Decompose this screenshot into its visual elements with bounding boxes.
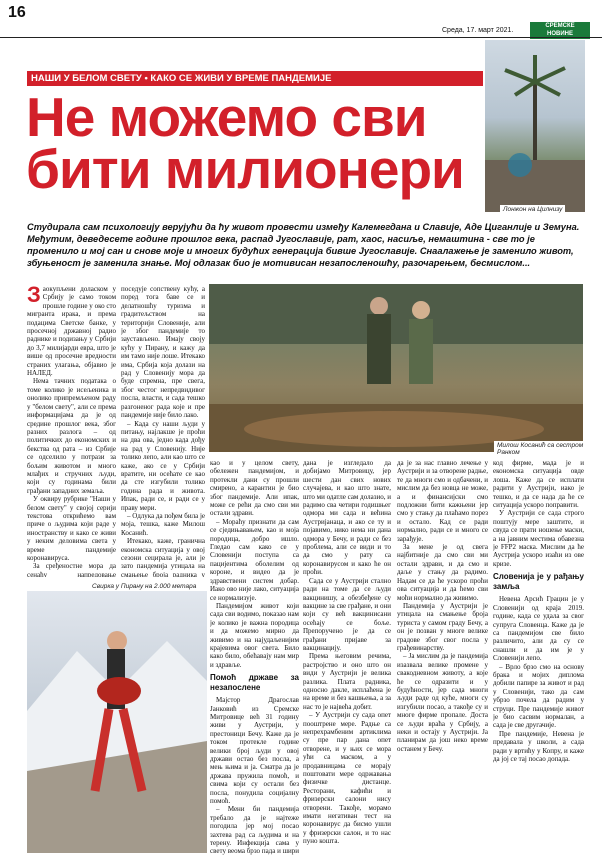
hunters-photo: [209, 284, 583, 452]
column-5-para-3: Пандемија у Аустрији је утицала на смањење броја туриста у самом граду Бечу, а он је позван у многе велике градове због свог посла у грађевинарству.: [397, 601, 488, 652]
headline: [26, 86, 486, 200]
column-6-para-2: У Аустрији се сада строго поштују мере заштите, и свуда се прати ношење маски, а на јавним местима обавезна је FFP2 маска. Мислим да ће Аустрија ускоро изаћи из ове кризе.: [493, 509, 584, 568]
column-3-para-2: – Мораћу признати да сам се сједињавањем, као и моја породица, добро ишло. Гледао сам како се у Словенији поступа са пацијентима оболелим од короне, и видео да је здравствени систем добар. Иако ово није лако, ситуација се нормализује.: [210, 517, 299, 602]
top-photo-caption: Лонжон на Цилнизу: [500, 205, 565, 214]
headline-line2: бити милионери: [26, 138, 464, 200]
column-4-para-2: Сада се у Аустрији стално ради на томе да се људи вакцинишу, а обезбеђене су вакцине за све грађане, и они који су већ вакцинисани осећају се боље. Препоручено је да се грађани пријаве за вакцинацију.: [303, 576, 391, 652]
guitarist-illustration-icon: [27, 591, 207, 853]
hunters-illustration-icon: [209, 284, 583, 452]
guitar-photo-caption: Свирка у Пирану на 2.000 метара: [89, 582, 199, 591]
top-photo: [485, 40, 585, 212]
column-6-para-1: код фирме, мада је и економска ситуација овде лоша. Каже да се исплати радити у Аустрији, иако је тешко, и да се нада да ће се ситуација ускоро поправити.: [493, 459, 584, 510]
article-column-6: [493, 459, 584, 855]
header-rule: [0, 37, 602, 38]
headline-line1: Не можемо сви: [26, 86, 427, 148]
article-column-1: [27, 285, 116, 577]
palm-tree-icon: [485, 40, 585, 212]
column-6-para-3: Невена Арсић Грацин је у Словенији од краја 2019. године, када се удала за свог супруга Словенца. Каже да је са пандемијом све било различито, али да су се снашли и да им је у Словенији лепо.: [493, 595, 584, 663]
column-2-para-2: – Када су наши људи у питању, најлакше је проћи на два ова, једно када дођу на рад у Словенију. Није толико лепо, али као што се каже, ако се у Србији вратите, ни осећате се као да сте изгубили толико година рада и живота. Ипак, ради се, и ради се у праву мери.: [121, 419, 205, 512]
column-1-para-2: Нема тачних података о томе колико је исељеника и онолико припремљеном раду у "белом свету", али се према информацијама да је од средине прошлог века, због разних разлога – од политичких до економских и бекства од рата – из Србије се одселило у потрази за бољим животом и много млађих и стручних људи, који су годинама били грађани западних земаља.: [27, 377, 116, 495]
article-column-5: [397, 459, 488, 855]
article-column-2: [121, 285, 205, 577]
subheading-unemployment-aid: Помоћ државе за незапослене: [210, 673, 299, 693]
lead-paragraph: Студирала сам психологију верујући да ћу живот провести између Калемегдана и Славије, Аде Циганлије и Земуна. Међутим, деведесете године прошлог века, распад Југославије, рат, хаос, насиље, немаштина - све то је променило и мој сан и снове мoje и многих будућих генерација бивше Југославије. Снаалажење је заменило живот, збуњеност је заменила знање. Мој одлазак био је мотивисан незапосленошћу, разочарењем, бесмислом...: [27, 222, 580, 268]
column-3-para-4: Мајстор Драгослав Јанковић из Сремске Митровице већ 31 годину живи у Аустрији, у престоници Бечу. Каже да је током протекле године велики број људи у овој држави остао без посла, а мењ њима и ја. Сматра да је држава пружила помоћ, и свима који су остали без посла, понудила социјалну помоћ.: [210, 696, 299, 806]
dropcap-letter: З: [27, 285, 41, 307]
column-3-para-3: Пандемијом живот који сада сви водимо, показао нам је колико је важна породица и да можемо мирно да живимо и на најудаљенијим крајевима овог света. Било како било, обећавају нам мир и здравље.: [210, 601, 299, 669]
article-column-4: [303, 459, 391, 855]
page-number: 16: [8, 4, 26, 21]
column-6-para-4: – Врло брзо смо на основу брака и мојих диплома добили папире за живот и рад у Словенији, тако да сам убрзо почела да радим у струци. Пре пандемије живот је био сасвим нормалан, а сада је све другачије.: [493, 662, 584, 730]
column-5-para-2: За мене је од свега најбитније да смо сви ми остали здрави, и да смо и даље у стању да радимо. Надам се да ће ускоро проћи ова ситуација и да ћемо сви моћи нормално да живимо.: [397, 543, 488, 602]
column-3-para-1: као и у целом свету, обележен пандемијом, и протекли дани су прошли смирено, а карантин је био због пандемије. Али ипак, може се рећи да смо сви ми остали здрави.: [210, 459, 299, 518]
column-5-para-1: да је за нас главно лечење у Аустрији и за отворене радње, те да многи смо и одбачени, и мислим да без новца не може, а и финансијски смо подложни бити кажњени јер смо у стању да плаћамо порез и остало. Кад се ради нормално, ради се и много се зарађује.: [397, 459, 488, 543]
article-column-3: [210, 459, 299, 855]
column-5-para-4: – Ја мислим да је пандемија изазвала велике промене у свакодневном животу, а које ће се одразити и у будућности, јер сада многи људи раде од куће, многи су изгубили посао, а такође су и многе фирме пропале. Доста се људи враћа у Србију, а неки и остају у Аустрији. Ја планирам да још неко време останем у Бечу.: [397, 652, 488, 753]
column-3-para-5: – Мени би пандемија требало да је најтеже погодила јер мој посао захтева рад са људима и на терену. Инфекција сама у свету веома брзо пада и шири: [210, 805, 299, 855]
section-banner: НАШИ У БЕЛОМ СВЕТУ • КАКО СЕ ЖИВИ У ВРЕМЕ ПАНДЕМИЈЕ: [27, 71, 483, 86]
guitarist-photo: [27, 591, 207, 853]
column-4-para-3: Према његовим речима, растројство и оно што он види у Аустрији је велика разлика. Плата радника, односно дакле, исплаћена је на време и без кашњења, а за нас то је највећа добит.: [303, 652, 391, 711]
logo-line2: НОВИНЕ: [547, 31, 573, 37]
column-2-para-3: – Одлука да пођем била је моја, тешка, каже Милош Косанић.: [121, 511, 205, 537]
column-1-para-4: За сређеностне мора да сенаћу напредовање: [27, 562, 116, 577]
hunters-photo-caption: Милош Косанић са сестром Ранком: [494, 441, 602, 457]
column-1-para-1: аокупљени доласком у Србију је само током прошле године у око сто мигранта ирака, и према подацима Светске банке, у просечној државној радио раднике и подизању у Србији до 3,7 милијарди евра, што је више од просечне вредности страних улагања, објавио је НАЛЕД.: [27, 285, 116, 378]
column-4-para-1: дана је изгледало да добијамо Митровицу, јер шести дан свих нових случајева, и као што знате, што ми одатле сам долазио, и радимо сва четири годишњег одмора ми сада и већина Аустријанаца, и ако се ту и појавимо, нико нема ни дана одмора у Бечу, и ради се без проблема, али се види и то да смо у рату са коронавирусом и како ће он проћи.: [303, 459, 391, 577]
subheading-slovenia: Словенија је у рађању замља: [493, 572, 584, 592]
column-2-para-1: поседује сопствену кућу, а поред тога баве се и делатношћу туризма и градитељством на територији Словеније, али је због пандемије то заустављено. Имају своју кућу у Пирану, и кажу да им тамо није лоше. Итекако има, Србија која долази на рад у Словенију мора да буде спремна, пре свега, због честог непредвидивог посла, власти, и сада тешко разгоненог рада које и пре пандемије није било лако.: [121, 285, 205, 420]
column-6-para-5: Пре пандемије, Невена је предавала у школи, а сада ради у вртићу у Копру, и каже да јој се тај посао допада.: [493, 729, 584, 763]
column-4-para-4: – У Аустрији су сада опет пооштрене мере. Радње са непрехрамбеним артиклима су пре пар дана опет отворене, и у њих се мора ући са маском, а у продавницама се морају поштовати мере одржавања физичке дистанце. Ресторани, кафићи и фризерски салони нису отворени. Такође, морамо имати негативан тест на коронавирус да бисмо ушли у фризерски салон, и то нас пуно кошта.: [303, 711, 391, 846]
column-2-para-4: Итекако, каже, гранична економска ситуација у овој сезони сецирала је, али је зато пандемија утицала на смањење броја радника у: [121, 537, 205, 577]
logo-line1: СРЕМСКЕ: [545, 23, 575, 29]
column-1-para-3: У оквиру рубрике "Наши у белом свету" у својој серији текстова открићемо вам приче о људима који раде у иностранству и како се живи у неким деловима света у време пандемије коронавируса.: [27, 495, 116, 562]
issue-date: Среда, 17. март 2021.: [442, 27, 514, 34]
